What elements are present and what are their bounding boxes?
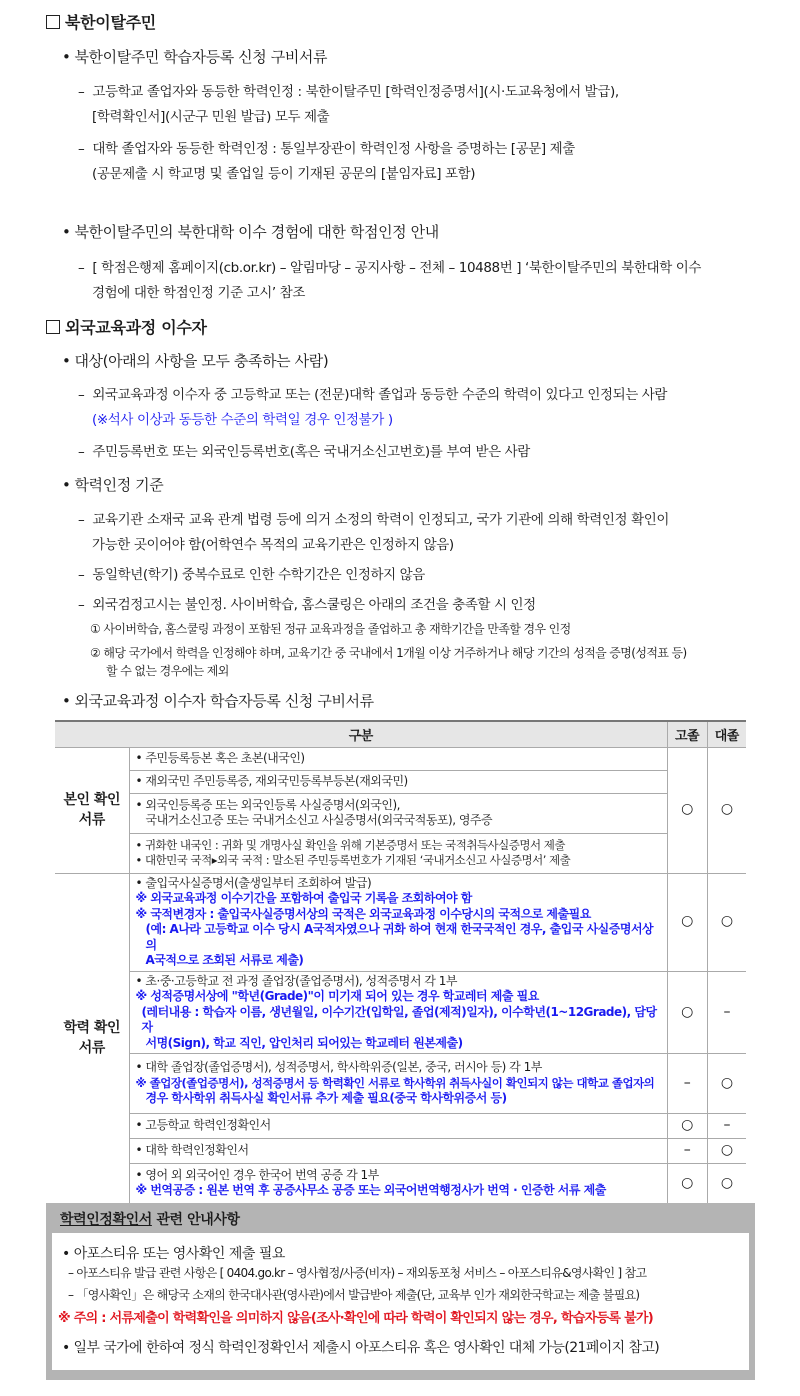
table-row — [55, 793, 746, 833]
mark-univ: ○ — [707, 747, 746, 873]
item-text: [ 학점은행제 홈페이지(cb.or.kr) – 알림마당 – 공지사항 – 전체 – 10488번 ] ‘북한이탈주민의 북한대학 이수 — [92, 260, 702, 276]
table-row — [55, 1139, 746, 1164]
doc-note: (레터내용 : 학습자 이름, 생년월일, 이수기간(입학일, 졸업(제적)일자), 이수학년(1~12Grade), 담당자 — [141, 1004, 657, 1034]
table-row — [55, 770, 746, 793]
mark-high: ○ — [667, 971, 707, 1054]
mark-high: – — [667, 1139, 707, 1164]
category-text: 서류 — [78, 1040, 105, 1056]
mark-univ: ○ — [707, 873, 746, 971]
mark-high: – — [667, 1054, 707, 1114]
section-title-text: 외국교육과정 이수자 — [65, 318, 207, 337]
notice-title-underlined: 학력인정확인서 — [60, 1212, 152, 1228]
notice-box — [46, 1203, 755, 1380]
checkbox-square-icon — [46, 320, 60, 334]
doc-cell — [129, 770, 667, 793]
doc-note: ※ 국적변경자 : 출입국사실증명서상의 국적은 외국교육과정 이수당시의 국적으로 제출필요 — [135, 906, 591, 921]
dash-item: – 외국교육과정 이수자 중 고등학교 또는 (전문)대학 졸업과 동등한 수준의 학력이 있다고 인정되는 사람 — [78, 387, 668, 403]
mark-univ: ○ — [707, 1054, 746, 1114]
doc-note: 경우 학사학위 취득사실 확인서류 추가 제출 필요(중국 학사학위증서 등) — [145, 1091, 507, 1106]
category-text: 본인 확인 — [63, 792, 120, 808]
mark-high: ○ — [667, 1164, 707, 1204]
doc-text: • 대학 졸업장(졸업증명서), 성적증명서, 학사학위증(일본, 중국, 러시아 등) 각 1부 — [136, 1060, 542, 1074]
doc-note: ※ 성적증명서상에 "학년(Grade)"이 미기재 되어 있는 경우 학교레터 제출 필요 — [135, 989, 539, 1003]
item-text: 주민등록번호 또는 외국인등록번호(혹은 국내거소신고번호)를 부여 받은 사람 — [92, 444, 530, 460]
doc-cell — [129, 1164, 667, 1204]
dash-item-cont: 가능한 곳이어야 함(어학연수 목적의 교육기관은 인정하지 않음) — [92, 537, 454, 553]
mark-univ: – — [707, 1114, 746, 1139]
bullet-target: • 대상(아래의 사항을 모두 충족하는 사람) — [62, 350, 328, 371]
doc-text: • 초·중·고등학교 전 과정 졸업장(졸업증명서), 성적증명서 각 1부 — [136, 974, 457, 988]
dash-item: – 대학 졸업자와 동등한 학력인정 : 통일부장관이 학력인정 사항을 증명하는 [공문] 제출 — [78, 141, 575, 157]
notice-title — [52, 1207, 749, 1233]
mark-high: ○ — [667, 747, 707, 873]
table-row — [55, 1114, 746, 1139]
table-row — [55, 747, 746, 770]
category-text: 학력 확인 — [63, 1020, 120, 1036]
doc-text: • 주민등록등본 혹은 초본(내국인) — [136, 751, 305, 765]
doc-text: 국내거소신고증 또는 국내거소신고 사실증명서(외국국적동포), 영주증 — [145, 813, 493, 827]
doc-cell — [129, 873, 667, 971]
section-title-foreign — [46, 315, 207, 338]
notice-title-rest: 관련 안내사항 — [151, 1212, 240, 1228]
table-header-row — [55, 721, 746, 747]
mark-univ: – — [707, 971, 746, 1054]
doc-cell — [129, 1114, 667, 1139]
category-identity — [55, 747, 129, 873]
dash-item: – [ 학점은행제 홈페이지(cb.or.kr) – 알림마당 – 공지사항 – 전체 – 10488번 ] ‘북한이탈주민의 북한대학 이수 — [78, 260, 702, 276]
dash-item-cont: 경험에 대한 학점인정 기준 고시’ 참조 — [92, 285, 305, 301]
section-title-nk — [46, 10, 156, 33]
checkbox-square-icon — [46, 15, 60, 29]
notice-bullet-1: • 아포스티유 또는 영사확인 제출 필요 — [62, 1246, 285, 1262]
mark-univ: ○ — [707, 1164, 746, 1204]
doc-text: • 귀화한 내국인 : 귀화 및 개명사실 확인을 위해 기본증명서 또는 국적취득사실증명서 제출 — [136, 838, 565, 852]
sub-item-1: ① 사이버학습, 홈스쿨링 과정이 포함된 정규 교육과정을 졸업하고 총 재학기간을 만족할 경우 인정 — [90, 622, 571, 636]
table-row — [55, 971, 746, 1054]
doc-note: A국적으로 조회된 서류로 제출) — [145, 953, 304, 967]
mark-high: ○ — [667, 873, 707, 971]
sub-item-2: ② 해당 국가에서 학력을 인정해야 하며, 교육기간 중 국내에서 1개월 이상 거주하거나 해당 기간의 성적을 증명(성적표 등) — [90, 646, 687, 660]
notice-dash-1: – 아포스티유 발급 관련 사항은 [ 0404.go.kr – 영사협정/사증(비자) – 재외동포청 서비스 – 아포스티유&영사확인 ] 참고 — [68, 1266, 647, 1280]
dash-item: – 주민등록번호 또는 외국인등록번호(혹은 국내거소신고번호)를 부여 받은 사람 — [78, 444, 530, 460]
dash-item: – 고등학교 졸업자와 동등한 학력인정 : 북한이탈주민 [학력인정증명서](시·도교육청에서 발급), — [78, 84, 619, 100]
bullet-docs: • 외국교육과정 이수자 학습자등록 신청 구비서류 — [62, 690, 374, 711]
doc-note: ※ 졸업장(졸업증명서), 성적증명서 등 학력확인 서류로 학사학위 취득사실이 확인되지 않는 대학교 졸업자의 — [135, 1075, 655, 1090]
notice-dash-2: – 「영사확인」은 해당국 소재의 한국대사관(영사관)에서 발급받아 제출(단, 교육부 인가 재외한국학교는 제출 불필요) — [68, 1288, 640, 1302]
item-text: 대학 졸업자와 동등한 학력인정 : 통일부장관이 학력인정 사항을 증명하는 [공문] 제출 — [92, 141, 575, 157]
table-row — [55, 833, 746, 873]
header-univ: 대졸 — [707, 721, 746, 747]
doc-text: • 대한민국 국적▸외국 국적 : 말소된 주민등록번호가 기재된 ‘국내거소신고 사실증명서’ 제출 — [136, 853, 571, 867]
doc-cell — [129, 793, 667, 833]
item-text: 외국교육과정 이수자 중 고등학교 또는 (전문)대학 졸업과 동등한 수준의 학력이 있다고 인정되는 사람 — [92, 387, 668, 403]
header-category: 구분 — [55, 721, 667, 747]
notice-bullet-2: • 일부 국가에 한하여 정식 학력인정확인서 제출시 아포스티유 혹은 영사확인 대체 가능(21페이지 참고) — [62, 1340, 660, 1356]
mark-high: ○ — [667, 1114, 707, 1139]
table-row — [55, 1054, 746, 1114]
notice-warning: ※ 주의 : 서류제출이 학력확인을 의미하지 않음(조사·확인에 따라 학력이 확인되지 않는 경우, 학습자등록 불가) — [58, 1311, 654, 1326]
doc-note: ※ 번역공증 : 원본 번역 후 공증사무소 공증 또는 외국어번역행정사가 번역 · 인증한 서류 제출 — [135, 1183, 606, 1198]
table-row — [55, 1164, 746, 1204]
item-text: 고등학교 졸업자와 동등한 학력인정 : 북한이탈주민 [학력인정증명서](시·도교육청에서 발급), — [92, 84, 619, 100]
bullet-nk-docs: • 북한이탈주민 학습자등록 신청 구비서류 — [62, 46, 327, 67]
item-text: 외국검정고시는 불인정. 사이버학습, 홈스쿨링은 아래의 조건을 충족할 시 인정 — [92, 597, 536, 613]
dash-item: – 교육기관 소재국 교육 관계 법령 등에 의거 소정의 학력이 인정되고, 국가 기관에 의해 학력인정 확인이 — [78, 512, 670, 528]
doc-note: ※ 외국교육과정 이수기간을 포함하여 출입국 기록을 조회하여야 함 — [135, 891, 472, 905]
dash-item: – 동일학년(학기) 중복수료로 인한 수학기간은 인정하지 않음 — [78, 567, 425, 583]
doc-text: • 재외국민 주민등록증, 재외국민등록부등본(재외국민) — [136, 774, 408, 788]
note-master-excluded: (※석사 이상과 동등한 수준의 학력일 경우 인정불가 ) — [92, 412, 393, 428]
notice-body — [52, 1233, 749, 1370]
doc-text: • 영어 외 외국어인 경우 한국어 번역 공증 각 1부 — [136, 1168, 379, 1182]
documents-table — [55, 720, 746, 1205]
item-text: 교육기관 소재국 교육 관계 법령 등에 의거 소정의 학력이 인정되고, 국가 기관에 의해 학력인정 확인이 — [92, 512, 670, 528]
section-title-text: 북한이탈주민 — [65, 13, 156, 32]
dash-item: – 외국검정고시는 불인정. 사이버학습, 홈스쿨링은 아래의 조건을 충족할 시 인정 — [78, 597, 536, 613]
doc-note: 서명(Sign), 학교 직인, 압인처리 되어있는 학교레터 원본제출) — [145, 1035, 463, 1050]
header-high: 고졸 — [667, 721, 707, 747]
mark-univ: ○ — [707, 1139, 746, 1164]
doc-text: • 출입국사실증명서(출생일부터 조회하여 발급) — [136, 876, 372, 890]
bullet-criteria: • 학력인정 기준 — [62, 474, 163, 495]
doc-cell — [129, 747, 667, 770]
doc-text: • 대학 학력인정확인서 — [136, 1143, 249, 1157]
doc-cell — [129, 833, 667, 873]
doc-note: (예: A나라 고등학교 이수 당시 A국적자였으나 귀화 하여 현재 한국국적인 경우, 출입국 사실증명서상의 — [145, 922, 654, 952]
category-academic — [55, 873, 129, 1204]
doc-text: • 고등학교 학력인정확인서 — [136, 1118, 271, 1132]
doc-cell — [129, 1054, 667, 1114]
doc-text: • 외국인등록증 또는 외국인등록 사실증명서(외국인), — [136, 798, 400, 812]
doc-cell — [129, 1139, 667, 1164]
category-text: 서류 — [78, 812, 105, 828]
doc-cell — [129, 971, 667, 1054]
item-text: 동일학년(학기) 중복수료로 인한 수학기간은 인정하지 않음 — [92, 567, 425, 583]
bullet-nk-credit: • 북한이탈주민의 북한대학 이수 경험에 대한 학점인정 안내 — [62, 221, 439, 242]
dash-item-cont: [학력확인서](시군구 민원 발급) 모두 제출 — [92, 109, 330, 125]
sub-item-2-cont: 할 수 없는 경우에는 제외 — [106, 664, 229, 678]
table-row — [55, 873, 746, 971]
dash-item-cont: (공문제출 시 학교명 및 졸업일 등이 기재된 공문의 [붙임자료] 포함) — [92, 166, 476, 182]
